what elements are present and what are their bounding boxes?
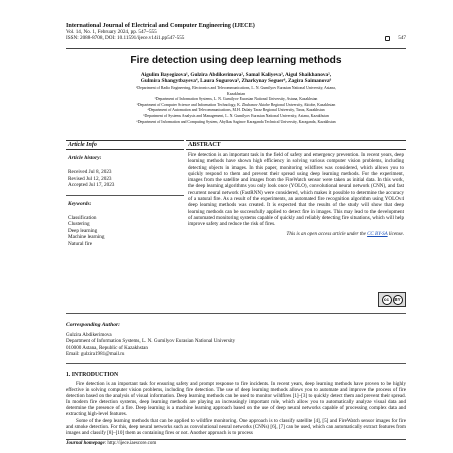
homepage-label: Journal homepage <box>66 441 105 446</box>
history-entry: Received Jul 8, 2023 <box>68 169 112 175</box>
keyword-list <box>66 215 184 248</box>
affiliation: ³Department of Computer Science and Information Technology, K. Zhubanov Aktobe Regional University, Aktobe, Kazakhstan <box>136 102 336 107</box>
affiliation: ⁵Department of Systems Analysis and Management, L. N. Gumilyov Eurasian National University, Astana, Kazakhstan <box>143 113 329 118</box>
affiliation: ²Department of Information Systems, L. N. Gumilyov Eurasian National University, Astana, Kazakhstan <box>154 97 318 102</box>
history-entry: Revised Jul 12, 2023 <box>68 175 112 182</box>
license-link[interactable]: CC BY-SA <box>367 231 388 237</box>
keyword: Classification <box>68 214 97 221</box>
abstract-heading: ABSTRACT <box>186 140 406 150</box>
info-divider <box>66 195 184 196</box>
article-info-heading: Article Info <box>66 140 184 150</box>
article-info-column <box>66 140 184 248</box>
abstract-text: Fire detection is an important task in the field of safety and emergency prevention. In recent years, deep learning methods have shown high efficiency in solving various computer vision problems, including detecting objects in images. In this paper, monitoring wildfires was considered, which allows you to quickly respond to them and prevent their spread using deep learning methods. For the experiment, images from the satellite and images from the FireWatch sensor were taken as initial data. In this work, the deep learning algorithms you only look once (YOLO), convolutional neural network (CNN), and fast recurrent neural network (FastRNN) were considered, which makes it possible to determine the accuracy of a natural fire. As a result of the experiments, an automated fire recognition algorithm using YOLOv4 deep learning methods was created. It is expected that the results of the study will show that deep learning methods can be successfully applied to detect fire in images. This may lead to the development of automated monitoring systems capable of quickly and reliably detecting fire situations, which will help improve safety and reduce the risk of fires. <box>188 152 404 228</box>
cc-icon: cc <box>382 295 392 305</box>
affiliation-list <box>66 86 406 125</box>
journal-volume: Vol. 14, No. 1, February 2024, pp. 547~555 <box>66 29 157 35</box>
section-divider <box>66 313 406 314</box>
journal-footer <box>66 441 406 446</box>
affiliation: Kazakhstan <box>226 91 246 96</box>
introduction-section <box>66 372 406 436</box>
page-marker-icon <box>385 36 390 41</box>
article-history <box>66 169 184 189</box>
by-icon: BY <box>393 295 403 305</box>
intro-paragraph: Fire detection is an important task for ensuring safety and prompt response to fire incidents. In recent years, deep learning methods have proven to be highly effective in solving computer vision problems, including fire detection. The use of deep learning methods allows you to automate and improve the process of fire detection based on the analysis of visual information. Deep learning methods can be used to monitor wildfires [1]–[3] to quickly detect them and prevent their spread. In modern fire detection systems, deep learning methods are playing an increasingly important role, which allow you to automatically analyze visual data and determine the presence of a fire. Deep learning is a machine learning approach based on the use of deep neural networks capable of processing complex data and extracting high-level features. <box>66 381 406 418</box>
keyword: Machine learning <box>68 234 105 241</box>
license-note: This is an open access article under the CC BY-SA license. <box>286 231 404 237</box>
cc-license-badge[interactable] <box>378 292 406 307</box>
page-number: 547 <box>398 35 406 41</box>
intro-paragraph: Some of the deep learning methods that can be applied to wildfire monitoring. One approach is to classify satellite [4], [5] and FireWatch sensor images for fire and smoke detection. For this, deep neural networks such as convolutional neural networks (CNNs) [6], [7] can be used, which can automatically extract features from images and classify [8]–[10] them as containing fires or not. Another approach is to process <box>66 417 406 436</box>
author-dept: Department of Information Systems, L. N. Gumilyov Eurasian National University <box>66 338 236 345</box>
author-name: Gulzira Abdikerimova <box>66 332 112 338</box>
footer-divider <box>66 439 406 440</box>
history-entry: Accepted Jul 17, 2023 <box>68 182 115 189</box>
corresponding-heading: Corresponding Author: <box>66 322 121 328</box>
keyword: Deep learning <box>68 227 98 234</box>
keyword: Clustering <box>68 221 90 228</box>
paper-title: Fire detection using deep learning methods <box>130 55 342 66</box>
author-list <box>66 72 406 85</box>
journal-issn-doi: ISSN: 2088-8708, DOI: 10.11591/ijece.v14i1.pp547-555 <box>66 35 185 41</box>
introduction-heading: 1. INTRODUCTION <box>66 372 119 378</box>
keyword: Natural fire <box>68 240 93 247</box>
journal-header <box>66 22 406 41</box>
article-history-heading: Article history: <box>68 155 102 161</box>
header-divider <box>66 48 406 49</box>
journal-name: International Journal of Electrical and Computer Engineering (IJECE) <box>66 22 255 29</box>
abstract-column <box>186 140 406 237</box>
homepage-url[interactable]: : http://ijece.iaescore.com <box>104 441 157 446</box>
author-line: Aigulim Bayegizova¹, Gulzira Abdikerimova², Samal Kaliyeva³, Aigul Shaikhanova², <box>140 72 332 78</box>
affiliation: ⁶Department of Information and Computing System, Abylkas Saginov Karaganda Technical University, Karaganda, Kazakhstan <box>136 119 336 124</box>
corresponding-author <box>66 322 406 357</box>
affiliation: ⁴Department of Automation and Telecommunications, M.H. Dulaty Taraz Regional University, Taraz, Kazakhstan <box>147 108 325 113</box>
author-line: Gulmira Shangytbayeva⁴, Laura Sugurova⁵, Zharkynay Seguer⁶, Zagira Saimanova⁶ <box>140 78 332 85</box>
author-address: 010000 Astana, Republic of Kazakhstan <box>66 344 148 351</box>
keywords-heading: Keywords: <box>68 200 92 207</box>
section-divider <box>66 363 406 364</box>
affiliation: ¹Department of Radio Engineering, Electronics and Telecommunications, L. N. Gumilyov Eurasian National University, Astana, <box>136 86 336 90</box>
author-email: Email: gulzira1981@mail.ru <box>66 350 125 357</box>
